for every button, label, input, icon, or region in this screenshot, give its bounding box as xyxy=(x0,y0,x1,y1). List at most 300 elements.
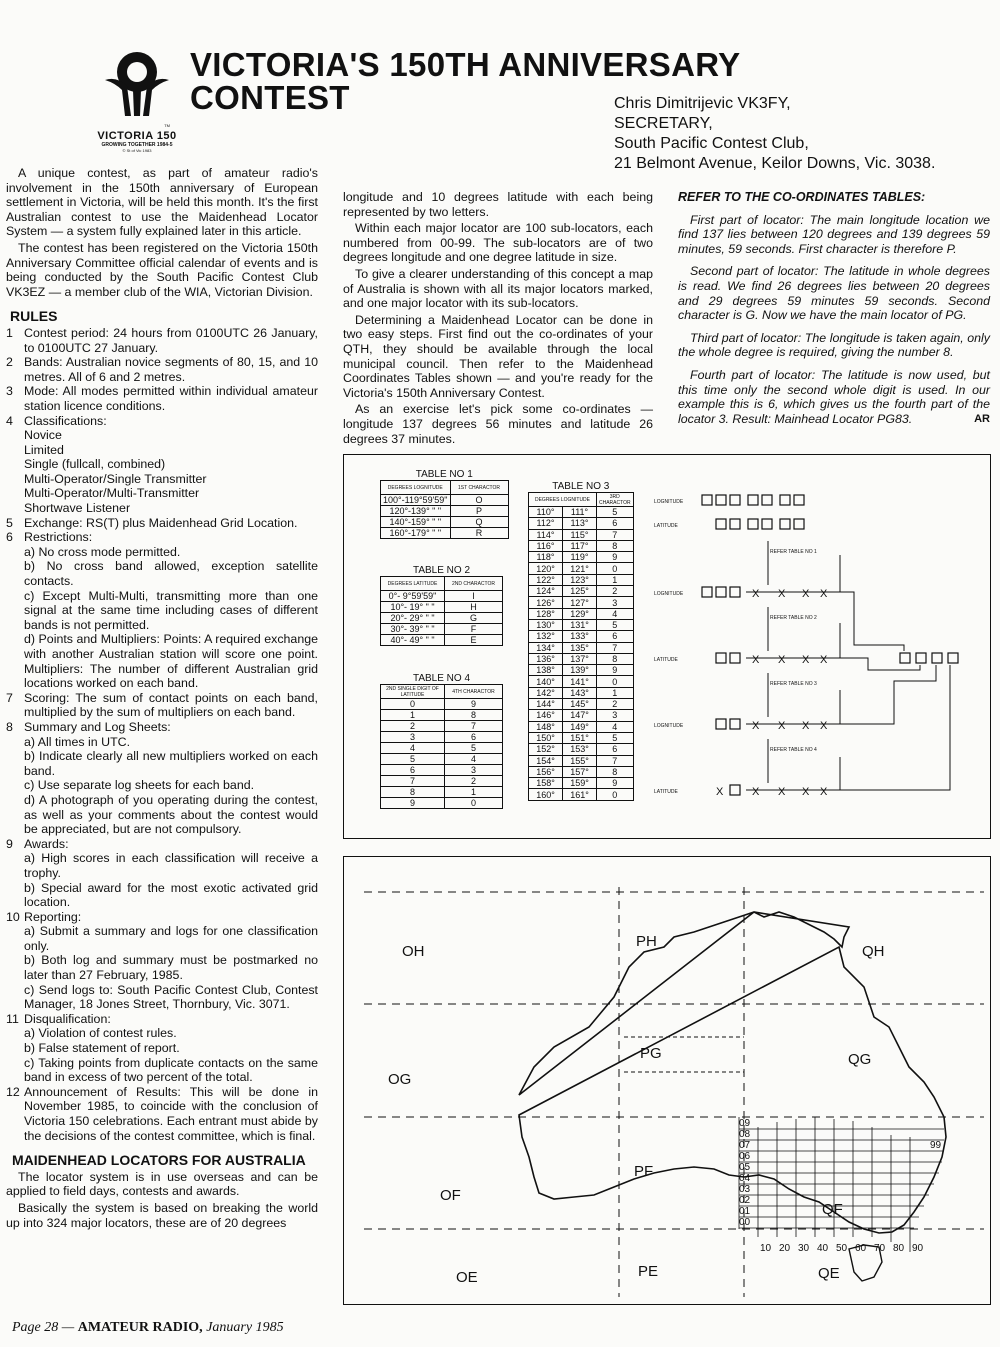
table-row xyxy=(381,743,503,754)
rule-number: 1 xyxy=(6,325,13,340)
table-2-grid xyxy=(380,576,503,646)
table-cell: 2 xyxy=(597,586,634,597)
table-1-grid xyxy=(380,480,509,539)
table-cell: 138° xyxy=(529,665,563,676)
table-cell: 118° xyxy=(529,552,563,563)
rule-item xyxy=(6,384,318,413)
table-cell: 136° xyxy=(529,653,563,664)
rule-line: Contest period: 24 hours from 0100UTC 26 January, to 0100UTC 27 January. xyxy=(24,325,318,355)
table-row xyxy=(529,642,634,653)
table-row xyxy=(381,613,503,624)
table-row xyxy=(381,528,509,539)
table-row xyxy=(381,699,503,710)
table-cell: 124° xyxy=(529,586,563,597)
table-cell: 7 xyxy=(597,529,634,540)
rule-line: c) Send logs to: South Pacific Contest Club, Contest Manager, 18 Jones Street, Thornbury, Vic. 3071. xyxy=(24,982,318,1012)
table-cell: 0 xyxy=(381,699,445,710)
rule-item xyxy=(6,355,318,384)
sub-locator-row-label: 06 xyxy=(739,1151,751,1162)
locator-step-2: Second part of locator: The latitude in whole degrees is read. We find 26 degrees lies between 20 degrees and 29 degrees 59 minutes 59 seconds. Second character is G. Now we have the main locator of PG. xyxy=(678,264,990,323)
x-mark: X xyxy=(778,588,786,600)
table-row xyxy=(381,721,503,732)
table-cell: 113° xyxy=(563,518,597,529)
table-cell: 9 xyxy=(597,665,634,676)
table-row xyxy=(529,653,634,664)
table-cell: 3 xyxy=(445,765,503,776)
locator-step-4-text: Fourth part of locator: The latitude is now used, but this time only the second whole digit is used. In our example this is 6, which gives us the fourth part of the locator 3. Result: Mainhead Locator PG83. xyxy=(678,367,990,426)
table-cell: 40°- 49° " " xyxy=(381,635,445,646)
table-header-cell: 4TH CHARACTOR xyxy=(445,685,503,699)
rule-line: c) Use separate log sheets for each band. xyxy=(24,778,255,793)
rule-text xyxy=(24,910,318,1012)
rule-item xyxy=(6,1085,318,1143)
table-2 xyxy=(380,565,503,646)
table-cell: 3 xyxy=(381,732,445,743)
locator-label: QG xyxy=(848,1051,872,1068)
rule-line: b) False statement of report. xyxy=(24,1041,180,1056)
table-cell: 20°- 29° " " xyxy=(381,613,445,624)
rule-line: b) No cross band allowed, exception satellite contacts. xyxy=(24,559,318,589)
table-cell: 6 xyxy=(597,744,634,755)
logo-title: VICTORIA 150 xyxy=(97,130,177,142)
sub-locator-row-label: 00 xyxy=(739,1217,751,1228)
table-cell: 6 xyxy=(597,631,634,642)
locator-step-1: First part of locator: The main longitude location we find 137 lies between 120 degrees and 139 degrees 59 minutes, 59 seconds. First character is therefore P. xyxy=(678,212,990,256)
table-row xyxy=(529,574,634,585)
sub-locator-col-label: 10 xyxy=(760,1243,772,1254)
table-cell: 3 xyxy=(597,597,634,608)
table-cell: 148° xyxy=(529,721,563,732)
rule-line: Disqualification: xyxy=(24,1011,111,1026)
table-row xyxy=(529,552,634,563)
table-cell: 8 xyxy=(381,787,445,798)
locator-label: PG xyxy=(640,1045,662,1062)
rule-line: a) All times in UTC. xyxy=(24,734,131,749)
table-cell: 0 xyxy=(597,676,634,687)
table-cell: 110° xyxy=(529,507,563,518)
sub-locator-col-label: 40 xyxy=(817,1243,829,1254)
table-cell: 141° xyxy=(563,676,597,687)
table-header-cell: 3RD CHARACTOR xyxy=(597,493,634,507)
table-cell: I xyxy=(445,591,503,602)
column-three xyxy=(678,190,990,434)
table-header-cell: 2ND CHARACTOR xyxy=(445,577,503,591)
rule-line: Announcement of Results: This will be done in November 1985, to coincide with the conclusion of Victoria 150 celebrations. Each entrant must abide by the decisions of the contest committee, which is final. xyxy=(24,1084,318,1143)
rule-number: 3 xyxy=(6,384,13,399)
australia-map-svg xyxy=(344,857,989,1303)
table-cell: 7 xyxy=(597,642,634,653)
sub-locator-row-label: 01 xyxy=(739,1206,751,1217)
table-row xyxy=(381,495,509,506)
table-cell: 7 xyxy=(445,721,503,732)
rule-number: 9 xyxy=(6,836,13,851)
locator-step-3: Third part of locator: The longitude is taken again, only the whole degree is required, giving the number 8. xyxy=(678,330,990,360)
sub-locator-row-label: 04 xyxy=(739,1173,751,1184)
table-header-row xyxy=(381,685,503,699)
rule-line: a) High scores in each classification will receive a trophy. xyxy=(24,851,318,880)
table-3-grid xyxy=(528,492,634,801)
table-cell: 112° xyxy=(529,518,563,529)
locator-label: PH xyxy=(636,933,657,950)
table-cell: 9 xyxy=(381,798,445,809)
x-mark: X xyxy=(752,654,760,666)
magazine-title: AMATEUR RADIO, xyxy=(77,1320,203,1335)
rule-line: Novice xyxy=(24,428,62,443)
body-paragraph: To give a clearer understanding of this concept a map of Australia is shown with all its major locators marked, and one major locator with its sub-locators. xyxy=(343,266,653,311)
table-4 xyxy=(380,673,503,809)
table-cell: 160°-179° " " xyxy=(381,528,451,539)
table-cell: 127° xyxy=(563,597,597,608)
table-cell: 4 xyxy=(445,754,503,765)
table-cell: 1 xyxy=(597,687,634,698)
table-cell: 146° xyxy=(529,710,563,721)
table-cell: 8 xyxy=(597,653,634,664)
table-cell: 1 xyxy=(381,710,445,721)
sub-locator-row-label: 08 xyxy=(739,1129,751,1140)
table-cell: 4 xyxy=(597,608,634,619)
rule-text xyxy=(24,414,318,516)
table-cell: 145° xyxy=(563,699,597,710)
table-cell: 1 xyxy=(445,787,503,798)
rule-number: 5 xyxy=(6,515,13,530)
author-address: 21 Belmont Avenue, Keilor Downs, Vic. 3038. xyxy=(614,155,936,172)
rule-line: a) No cross mode permitted. xyxy=(24,544,181,559)
x-mark: X xyxy=(802,654,810,666)
x-mark: X xyxy=(752,786,760,798)
table-row xyxy=(381,624,503,635)
table-cell: 8 xyxy=(597,540,634,551)
rule-text xyxy=(24,691,318,720)
rule-text xyxy=(24,530,318,691)
table-row xyxy=(529,586,634,597)
rule-line: b) Indicate clearly all new multipliers worked on each band. xyxy=(24,749,318,778)
table-row xyxy=(529,540,634,551)
column-one xyxy=(6,166,318,1232)
flow-boxes xyxy=(702,495,958,795)
table-cell: 161° xyxy=(563,789,597,800)
table-row xyxy=(529,665,634,676)
table-cell: 134° xyxy=(529,642,563,653)
rule-text xyxy=(24,1012,318,1085)
table-cell: 121° xyxy=(563,563,597,574)
table-row xyxy=(381,635,503,646)
table-row xyxy=(529,597,634,608)
table-cell: 7 xyxy=(381,776,445,787)
locator-label: QH xyxy=(862,943,885,960)
table-cell: 2 xyxy=(381,721,445,732)
australia-locator-map xyxy=(343,856,991,1305)
table-cell: 151° xyxy=(563,732,597,743)
table-cell: 140° xyxy=(529,676,563,687)
table-cell: 0°- 9°59'59" xyxy=(381,591,445,602)
maidenhead-heading: MAIDENHEAD LOCATORS FOR AUSTRALIA xyxy=(12,1152,306,1169)
table-row xyxy=(529,563,634,574)
table-row xyxy=(381,754,503,765)
table-2-title: TABLE NO 2 xyxy=(412,565,471,576)
table-4-title: TABLE NO 4 xyxy=(412,673,471,684)
locator-label: QE xyxy=(818,1265,840,1282)
table-cell: 111° xyxy=(563,507,597,518)
table-header-row xyxy=(381,481,509,495)
locator-label: QF xyxy=(822,1201,843,1218)
table-cell: 116° xyxy=(529,540,563,551)
rule-number: 11 xyxy=(6,1011,19,1026)
table-cell: 137° xyxy=(563,653,597,664)
table-row xyxy=(381,517,509,528)
table-cell: 0 xyxy=(445,798,503,809)
locator-label: PF xyxy=(634,1163,654,1180)
table-row xyxy=(529,507,634,518)
table-cell: 150° xyxy=(529,732,563,743)
rule-number: 8 xyxy=(6,719,13,734)
table-row xyxy=(529,687,634,698)
sub-locator-col-label: 80 xyxy=(893,1243,905,1254)
table-cell: 5 xyxy=(597,732,634,743)
x-mark: X xyxy=(820,654,828,666)
table-cell: 140°-159° " " xyxy=(381,517,451,528)
table-row xyxy=(381,591,503,602)
locator-label: OF xyxy=(440,1187,461,1204)
table-cell: G xyxy=(445,613,503,624)
sub-locator-col-label: 50 xyxy=(836,1243,848,1254)
rules-heading: RULES xyxy=(10,308,58,325)
table-cell: 147° xyxy=(563,710,597,721)
table-cell: 5 xyxy=(381,754,445,765)
table-cell: 117° xyxy=(563,540,597,551)
intro-paragraph: The contest has been registered on the Victoria 150th Anniversary Committee official calendar of events and is being conducted by the South Pacific Contest Club VK3EZ — a member club of the WIA, Victorian Division. xyxy=(6,240,318,299)
table-cell: O xyxy=(450,495,508,506)
rule-item xyxy=(6,720,318,837)
table-header-row xyxy=(381,577,503,591)
table-cell: 152° xyxy=(529,744,563,755)
body-paragraph: Determining a Maidenhead Locator can be done in two easy steps. First find out the co-ordinates of your QTH, they should be available through the local municipal council. Then refer to the Maidenhead Coordinates Tables shown — and you're ready for the Victoria's 150th Anniversary Contest. xyxy=(343,312,653,400)
sub-locator-row-label: 07 xyxy=(739,1140,751,1151)
table-row xyxy=(529,755,634,766)
table-cell: 154° xyxy=(529,755,563,766)
table-row xyxy=(529,710,634,721)
table-row xyxy=(529,778,634,789)
rule-line: b) Both log and summary must be postmarked no later than 27 February, 1985. xyxy=(24,953,318,983)
x-mark: X xyxy=(778,720,786,732)
rule-item xyxy=(6,910,318,1012)
table-cell: 1 xyxy=(597,574,634,585)
x-mark: X xyxy=(802,588,810,600)
table-cell: 115° xyxy=(563,529,597,540)
table-3-title: TABLE NO 3 xyxy=(552,481,610,492)
table-cell: 155° xyxy=(563,755,597,766)
page-number: Page 28 — xyxy=(12,1320,75,1335)
table-cell: R xyxy=(450,528,508,539)
table-cell: 0 xyxy=(597,789,634,800)
table-row xyxy=(529,676,634,687)
rule-item xyxy=(6,1012,318,1085)
rule-line: Classifications: xyxy=(24,413,107,428)
rule-line: Scoring: The sum of contact points on each band, multiplied by the sum of multipliers on each band. xyxy=(24,690,318,720)
table-cell: F xyxy=(445,624,503,635)
rule-item xyxy=(6,516,318,531)
rule-line: c) Taking points from duplicate contacts on the same band in excess of two percent of the total. xyxy=(24,1055,318,1085)
table-cell: Q xyxy=(450,517,508,528)
x-mark: X xyxy=(820,786,828,798)
table-cell: 8 xyxy=(445,710,503,721)
table-header-cell: DEGREES LOGNITUDE xyxy=(529,493,597,507)
table-cell: 132° xyxy=(529,631,563,642)
refer-table-4-label: REFER TABLE NO 4 xyxy=(770,747,817,753)
table-row xyxy=(529,744,634,755)
table-row xyxy=(529,529,634,540)
latitude-label: LATITUDE xyxy=(654,789,678,795)
table-cell: 158° xyxy=(529,778,563,789)
refer-table-3-label: REFER TABLE NO 3 xyxy=(770,681,817,687)
table-header-cell: 1ST CHARACTOR xyxy=(450,481,508,495)
table-cell: 128° xyxy=(529,608,563,619)
table-cell: 119° xyxy=(563,552,597,563)
locator-flow-diagram xyxy=(654,485,984,835)
latitude-label: LATITUDE xyxy=(654,657,678,663)
table-cell: 6 xyxy=(597,518,634,529)
rule-line: Mode: All modes permitted within individual amateur station licence conditions. xyxy=(24,384,318,413)
locator-label: PE xyxy=(638,1263,659,1280)
rule-line: Awards: xyxy=(24,836,69,851)
rule-text xyxy=(24,326,318,355)
coordinates-heading: REFER TO THE CO-ORDINATES TABLES: xyxy=(678,190,926,204)
table-header-cell: DEGREES LOGNITUDE xyxy=(381,481,451,495)
logo-tm: TM xyxy=(164,123,170,128)
table-cell: 160° xyxy=(529,789,563,800)
end-mark: AR xyxy=(974,412,990,425)
x-mark: X xyxy=(820,588,828,600)
rule-line: d) Points and Multipliers: Points: A required exchange with another Australian station will score one point. Multipliers: The number of different Australian grid locations worked on each band. xyxy=(24,632,318,691)
maidenhead-paragraph: Basically the system is based on breaking the world up into 324 major locators, these are of 20 degrees xyxy=(6,1200,318,1230)
headline-line1: VICTORIA'S 150TH ANNIVERSARY xyxy=(190,46,741,83)
victoria-150-emblem-icon xyxy=(97,50,177,118)
rule-number: 4 xyxy=(6,413,13,428)
table-4-grid xyxy=(380,684,503,809)
table-row xyxy=(529,699,634,710)
table-row xyxy=(529,789,634,800)
sub-locator-col-label: 30 xyxy=(798,1243,810,1254)
table-row xyxy=(381,732,503,743)
sub-locator-row-label: 03 xyxy=(739,1184,751,1195)
sub-locator-grid xyxy=(739,1117,944,1252)
rule-text xyxy=(24,1085,318,1143)
table-cell: H xyxy=(445,602,503,613)
x-mark: X xyxy=(802,786,810,798)
table-cell: 100°-119°59'59" xyxy=(381,495,451,506)
x-mark: X xyxy=(802,720,810,732)
sub-locator-col-label: 90 xyxy=(912,1243,924,1254)
table-header-cell: DEGREES LATITUDE xyxy=(381,577,445,591)
table-cell: 4 xyxy=(597,721,634,732)
rule-line: b) Special award for the most exotic activated grid location. xyxy=(24,880,318,910)
table-cell: 159° xyxy=(563,778,597,789)
table-cell: 149° xyxy=(563,721,597,732)
rule-text xyxy=(24,720,318,837)
rule-line: Multi-Operator/Single Transmitter xyxy=(24,471,207,486)
table-row xyxy=(381,787,503,798)
rule-item xyxy=(6,530,318,691)
table-cell: 9 xyxy=(597,552,634,563)
logo-copyright: © St of Vic 1983 xyxy=(122,148,152,153)
rule-line: Reporting: xyxy=(24,909,82,924)
x-mark: X xyxy=(752,588,760,600)
x-mark: X xyxy=(778,654,786,666)
rule-line: Single (fullcall, combined) xyxy=(24,457,166,472)
table-cell: 30°- 39° " " xyxy=(381,624,445,635)
rules-list xyxy=(6,326,318,1143)
rule-item xyxy=(6,691,318,720)
rule-text xyxy=(24,355,318,384)
victoria-150-logo xyxy=(82,50,192,153)
longitude-label: LOGNITUDE xyxy=(654,723,684,729)
table-row xyxy=(529,518,634,529)
rule-line: Exchange: RS(T) plus Maidenhead Grid Location. xyxy=(24,515,298,530)
rule-line: Summary and Log Sheets: xyxy=(24,719,171,734)
table-row xyxy=(529,766,634,777)
table-cell: 120°-139° " " xyxy=(381,506,451,517)
table-row xyxy=(381,602,503,613)
table-cell: 5 xyxy=(445,743,503,754)
table-cell: 114° xyxy=(529,529,563,540)
rule-line: Bands: Australian novice segments of 80, 15, and 10 metres. All of 6 and 2 metres. xyxy=(24,355,318,384)
locator-step-4 xyxy=(678,368,990,426)
table-row xyxy=(381,710,503,721)
table-cell: 2 xyxy=(597,699,634,710)
author-club: South Pacific Contest Club, xyxy=(614,135,809,152)
table-cell: 144° xyxy=(529,699,563,710)
page-footer xyxy=(12,1320,284,1336)
body-paragraph: longitude and 10 degrees latitude with each being represented by two letters. xyxy=(343,190,653,219)
table-cell: 122° xyxy=(529,574,563,585)
locator-label: OE xyxy=(456,1269,478,1286)
table-cell: 153° xyxy=(563,744,597,755)
longitude-label: LOGNITUDE xyxy=(654,499,684,505)
table-cell: 5 xyxy=(597,619,634,630)
table-cell: E xyxy=(445,635,503,646)
locator-label: OG xyxy=(388,1071,412,1088)
latitude-label: LATITUDE xyxy=(654,523,678,529)
table-row xyxy=(381,506,509,517)
table-header-cell: 2ND SINGLE DIGIT OF LATITUDE xyxy=(381,685,445,699)
body-paragraph: As an exercise let's pick some co-ordinates — longitude 137 degrees 56 minutes and latitude 26 degrees 37 minutes. xyxy=(343,402,653,446)
table-cell: 133° xyxy=(563,631,597,642)
table-cell: 6 xyxy=(381,765,445,776)
rule-number: 6 xyxy=(6,530,13,545)
rule-item xyxy=(6,326,318,355)
rule-item xyxy=(6,414,318,516)
table-cell: 143° xyxy=(563,687,597,698)
sub-locator-row-label: 05 xyxy=(739,1162,751,1173)
table-row xyxy=(381,776,503,787)
table-cell: 129° xyxy=(563,608,597,619)
coordinates-tables-figure xyxy=(343,454,991,839)
table-1-title: TABLE NO 1 xyxy=(415,469,473,480)
rule-text xyxy=(24,384,318,413)
table-row xyxy=(529,631,634,642)
headline-line2: CONTEST xyxy=(190,79,350,116)
intro-paragraph: A unique contest, as part of amateur radio's involvement in the 150th anniversary of European settlement in Victoria, will be held this month. It's the first Australian contest to use the Maidenhead Locator System — a system fully explained later in this article. xyxy=(6,166,318,239)
author-block xyxy=(614,94,935,174)
issue-date: January 1985 xyxy=(206,1320,284,1335)
sub-locator-row-label: 02 xyxy=(739,1195,751,1206)
rule-line: Limited xyxy=(24,442,64,457)
table-cell: 120° xyxy=(529,563,563,574)
table-cell: 6 xyxy=(445,732,503,743)
x-mark: X xyxy=(752,720,760,732)
rule-text xyxy=(24,516,318,531)
table-cell: 126° xyxy=(529,597,563,608)
table-cell: 4 xyxy=(381,743,445,754)
